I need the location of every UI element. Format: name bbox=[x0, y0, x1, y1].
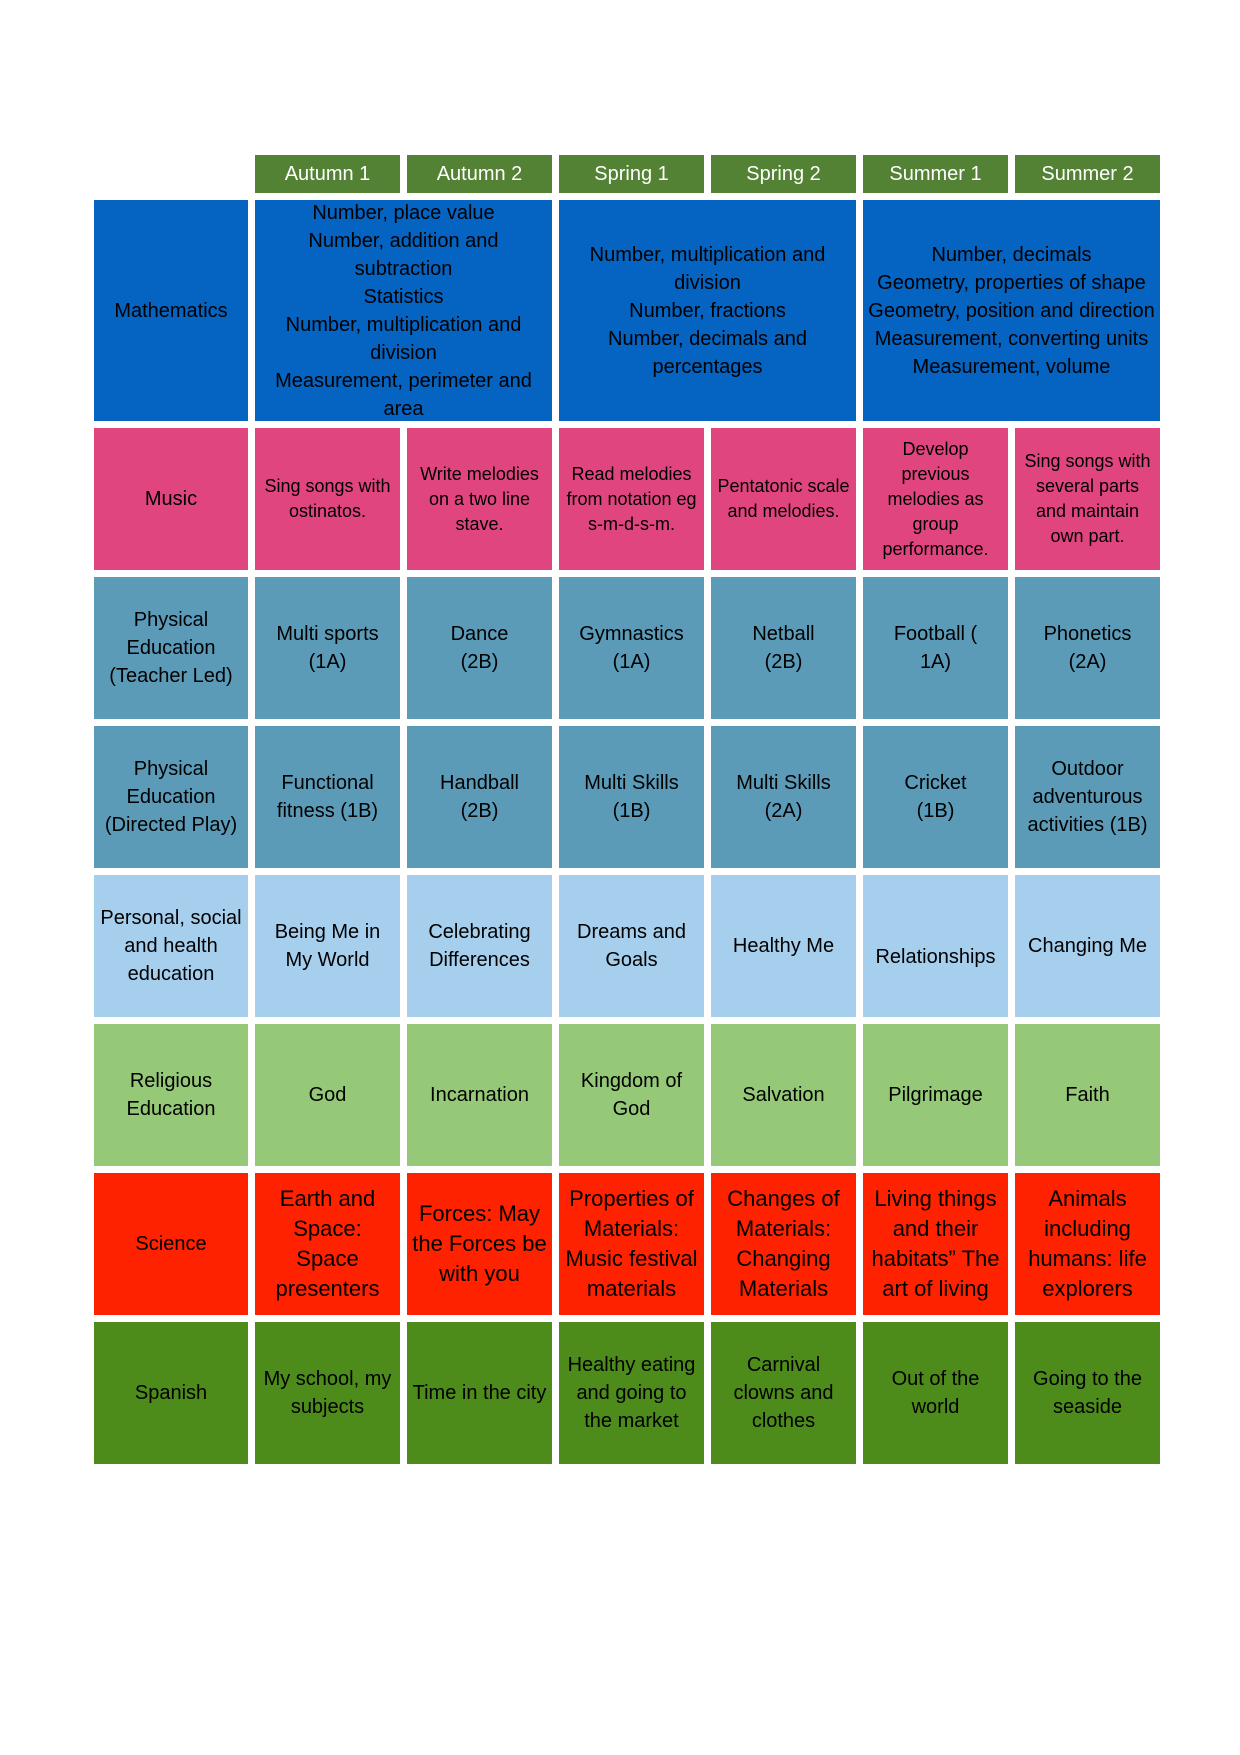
re-summer-1: Pilgrimage bbox=[863, 1024, 1008, 1166]
header-corner bbox=[94, 155, 248, 193]
spanish-spring-2: Carnival clowns and clothes bbox=[711, 1322, 856, 1464]
pshe-spring-1: Dreams and Goals bbox=[559, 875, 704, 1017]
spanish-autumn-1: My school, my subjects bbox=[255, 1322, 400, 1464]
pe-teacher-summer-2: Phonetics (2A) bbox=[1015, 577, 1160, 719]
row-label-science: Science bbox=[94, 1173, 248, 1315]
pe-play-summer-2: Outdoor adventurous activities (1B) bbox=[1015, 726, 1160, 868]
header-autumn-1: Autumn 1 bbox=[255, 155, 400, 193]
pshe-summer-2: Changing Me bbox=[1015, 875, 1160, 1017]
science-spring-1: Properties of Materials: Music festival materials bbox=[559, 1173, 704, 1315]
row-label-religious-education: Religious Education bbox=[94, 1024, 248, 1166]
pe-teacher-spring-2: Netball (2B) bbox=[711, 577, 856, 719]
science-autumn-1: Earth and Space: Space presenters bbox=[255, 1173, 400, 1315]
re-summer-2: Faith bbox=[1015, 1024, 1160, 1166]
spanish-summer-2: Going to the seaside bbox=[1015, 1322, 1160, 1464]
science-summer-1: Living things and their habitats” The art of living bbox=[863, 1173, 1008, 1315]
row-label-spanish: Spanish bbox=[94, 1322, 248, 1464]
pshe-autumn-2: Celebrating Differences bbox=[407, 875, 552, 1017]
row-label-mathematics: Mathematics bbox=[94, 200, 248, 421]
header-spring-2: Spring 2 bbox=[711, 155, 856, 193]
music-spring-1: Read melodies from notation eg s-m-d-s-m. bbox=[559, 428, 704, 570]
spanish-summer-1: Out of the world bbox=[863, 1322, 1008, 1464]
mathematics-autumn: Number, place value Number, addition and subtraction Statistics Number, multiplication and division Measurement, perimeter and area bbox=[255, 200, 552, 421]
music-summer-2: Sing songs with several parts and maintain own part. bbox=[1015, 428, 1160, 570]
curriculum-table bbox=[94, 155, 1157, 1470]
header-spring-1: Spring 1 bbox=[559, 155, 704, 193]
pe-play-autumn-1: Functional fitness (1B) bbox=[255, 726, 400, 868]
pshe-summer-1: Relationships bbox=[863, 875, 1008, 1017]
music-spring-2: Pentatonic scale and melodies. bbox=[711, 428, 856, 570]
re-spring-2: Salvation bbox=[711, 1024, 856, 1166]
pe-play-spring-1: Multi Skills (1B) bbox=[559, 726, 704, 868]
re-autumn-1: God bbox=[255, 1024, 400, 1166]
row-label-music: Music bbox=[94, 428, 248, 570]
row-label-pshe: Personal, social and health education bbox=[94, 875, 248, 1017]
pe-play-autumn-2: Handball (2B) bbox=[407, 726, 552, 868]
re-autumn-2: Incarnation bbox=[407, 1024, 552, 1166]
pe-teacher-summer-1: Football ( 1A) bbox=[863, 577, 1008, 719]
pe-play-spring-2: Multi Skills (2A) bbox=[711, 726, 856, 868]
row-label-pe-directed-play: Physical Education (Directed Play) bbox=[94, 726, 248, 868]
science-autumn-2: Forces: May the Forces be with you bbox=[407, 1173, 552, 1315]
mathematics-spring: Number, multiplication and division Number, fractions Number, decimals and percentages bbox=[559, 200, 856, 421]
pshe-autumn-1: Being Me in My World bbox=[255, 875, 400, 1017]
row-label-pe-teacher-led: Physical Education (Teacher Led) bbox=[94, 577, 248, 719]
header-summer-2: Summer 2 bbox=[1015, 155, 1160, 193]
pe-teacher-spring-1: Gymnastics (1A) bbox=[559, 577, 704, 719]
pe-teacher-autumn-2: Dance (2B) bbox=[407, 577, 552, 719]
spanish-autumn-2: Time in the city bbox=[407, 1322, 552, 1464]
science-spring-2: Changes of Materials: Changing Materials bbox=[711, 1173, 856, 1315]
pe-teacher-autumn-1: Multi sports (1A) bbox=[255, 577, 400, 719]
pshe-spring-2: Healthy Me bbox=[711, 875, 856, 1017]
re-spring-1: Kingdom of God bbox=[559, 1024, 704, 1166]
music-summer-1: Develop previous melodies as group performance. bbox=[863, 428, 1008, 570]
header-summer-1: Summer 1 bbox=[863, 155, 1008, 193]
header-autumn-2: Autumn 2 bbox=[407, 155, 552, 193]
music-autumn-1: Sing songs with ostinatos. bbox=[255, 428, 400, 570]
pe-play-summer-1: Cricket (1B) bbox=[863, 726, 1008, 868]
science-summer-2: Animals including humans: life explorers bbox=[1015, 1173, 1160, 1315]
music-autumn-2: Write melodies on a two line stave. bbox=[407, 428, 552, 570]
spanish-spring-1: Healthy eating and going to the market bbox=[559, 1322, 704, 1464]
mathematics-summer: Number, decimals Geometry, properties of shape Geometry, position and direction Measurement, converting units Measurement, volume bbox=[863, 200, 1160, 421]
